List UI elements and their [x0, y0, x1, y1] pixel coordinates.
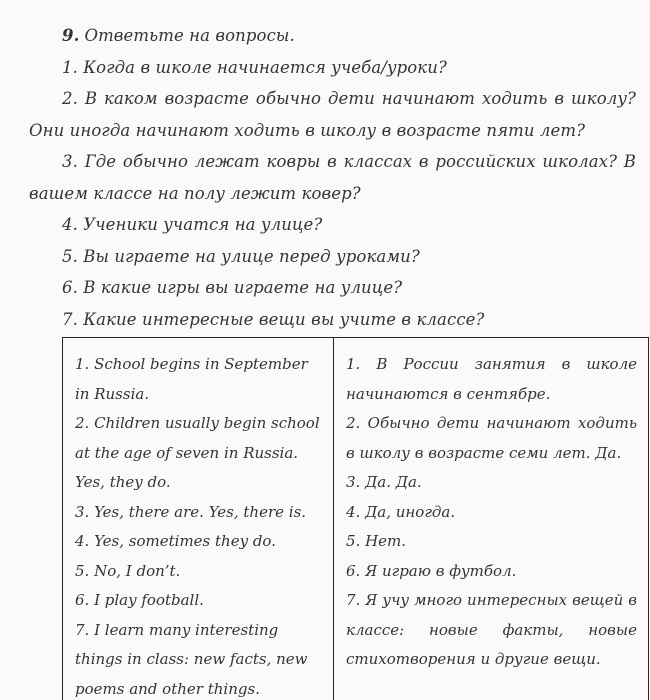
russian-answer-6: 6. Я играю в футбол. [346, 561, 517, 580]
english-answer-1: 1. School begins in September in Russia. [75, 355, 308, 403]
exercise-title: Ответьте на вопросы. [84, 26, 295, 45]
answers-table [62, 337, 649, 700]
english-answer-3: 3. Yes, there are. Yes, there is. [75, 502, 307, 521]
question-2: 2. В каком возрасте обычно дети начинают ходить в школу? Они иногда начинают ходить в школу в возрасте пяти лет? [29, 89, 636, 140]
english-answer-5: 5. No, I don’t. [75, 561, 181, 580]
english-answer-7: 7. I learn many interesting things in class: new facts, new poems and other things. [75, 620, 308, 698]
russian-answer-7: 7. Я учу много интересных вещей в классе: новые факты, новые стихотворения и другие вещи. [346, 591, 637, 668]
russian-answer-1: 1. В России занятия в школе начинаются в сентябре. [346, 355, 637, 403]
english-answer-2: 2. Children usually begin school at the age of seven in Russia. Yes, they do. [75, 414, 320, 491]
question-1: 1. Когда в школе начинается учеба/уроки? [62, 57, 447, 77]
russian-answer-4: 4. Да, иногда. [346, 502, 456, 521]
russian-answer-3: 3. Да. Да. [346, 473, 422, 491]
russian-answer-5: 5. Нет. [346, 532, 407, 550]
english-answers-column [63, 338, 334, 700]
russian-answers-column [334, 338, 648, 700]
question-6: 6. В какие игры вы играете на улице? [62, 278, 403, 297]
english-answer-4: 4. Yes, sometimes they do. [75, 532, 276, 550]
exercise-number: 9. [62, 26, 80, 45]
question-7: 7. Какие интересные вещи вы учите в классе? [62, 309, 485, 329]
russian-answer-2: 2. Обычно дети начинают ходить в школу в возрасте семи лет. Да. [346, 414, 637, 462]
question-3: 3. Где обычно лежат ковры в классах в российских школах? В вашем классе на полу лежит ковер? [29, 152, 636, 203]
exercise-header [29, 20, 636, 52]
question-5: 5. Вы играете на улице перед уроками? [62, 246, 420, 266]
english-answer-6: 6. I play football. [75, 591, 204, 609]
question-4: 4. Ученики учатся на улице? [62, 215, 323, 234]
